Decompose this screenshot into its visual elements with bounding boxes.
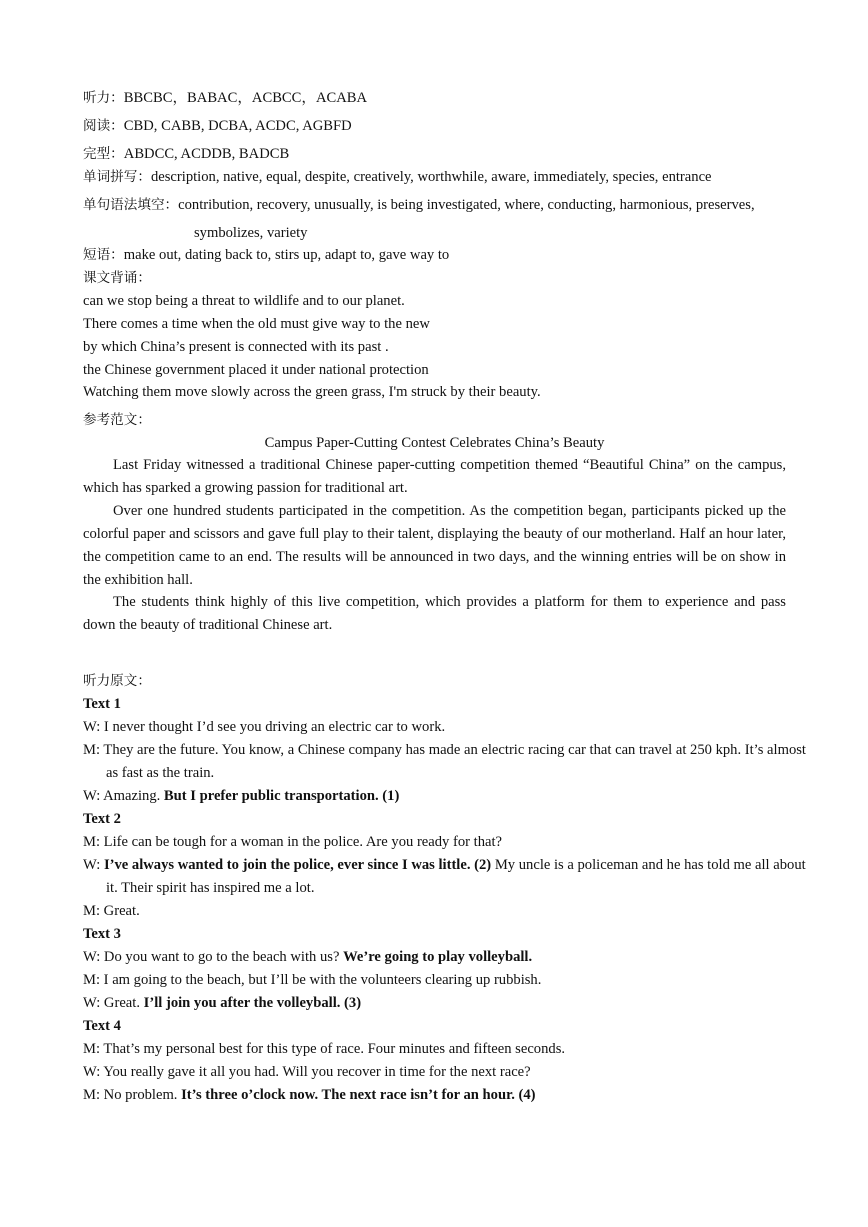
reading-answers <box>83 116 352 136</box>
grammar-label: 单句语法填空： <box>83 197 179 213</box>
dialogue-line: W: Do you want to go to the beach with us? We’re going to play volleyball. <box>83 949 533 965</box>
reading-label: 阅读： <box>83 118 124 134</box>
transcript-label: 听力原文： <box>83 673 151 689</box>
cloze-label: 完型： <box>83 146 124 162</box>
dialogue-line: W: I never thought I’d see you driving an electric car to work. <box>83 719 446 735</box>
recitation-line: by which China’s present is connected with its past . <box>83 339 389 355</box>
cloze-value: ABDCC, ACDDB, BADCB <box>123 146 290 162</box>
dialogue-line: M: That’s my personal best for this type of race. Four minutes and fifteen seconds. <box>83 1041 566 1057</box>
essay-paragraph: Last Friday witnessed a traditional Chinese paper-cutting competition themed “Beautiful China” on the campus, which has sparked a growing passion for traditional art. <box>83 457 786 496</box>
dialogue-line: W: I’ve always wanted to join the police, ever since I was little. (2) My uncle is a policeman and he has told me all about it. Their spirit has inspired me a lot. <box>83 857 806 896</box>
spelling-label: 单词拼写： <box>83 169 151 185</box>
text-heading: Text 3 <box>83 926 121 942</box>
spelling-value: description, native, equal, despite, creatively, worthwhile, aware, immediately, species, entrance <box>150 169 712 185</box>
essay-paragraph: Over one hundred students participated in the competition. As the competition began, participants picked up the colorful paper and scissors and gave full play to their talent, displaying the beauty of our motherland. Half an hour later, the competition came to an end. The results will be announced in two days, and the winning entries will be on show in the exhibition hall. <box>83 503 786 588</box>
text-heading: Text 4 <box>83 1018 121 1034</box>
listening-label: 听力： <box>83 90 124 106</box>
recitation-line: Watching them move slowly across the green grass, I'm struck by their beauty. <box>83 384 541 400</box>
dialogue-line: M: No problem. It’s three o’clock now. The next race isn’t for an hour. (4) <box>83 1087 536 1103</box>
dialogue-line: M: I am going to the beach, but I’ll be with the volunteers clearing up rubbish. <box>83 972 542 988</box>
text-heading: Text 2 <box>83 811 121 827</box>
dialogue-line: W: Amazing. But I prefer public transportation. (1) <box>83 788 400 804</box>
phrases-label: 短语： <box>83 247 124 263</box>
recitation-line: the Chinese government placed it under national protection <box>83 362 429 378</box>
phrase-answers <box>83 245 449 265</box>
essay-title: Campus Paper-Cutting Contest Celebrates China’s Beauty <box>264 435 605 451</box>
spelling-answers <box>83 167 712 187</box>
dialogue-line: W: Great. I’ll join you after the volleyball. (3) <box>83 995 362 1011</box>
cloze-answers <box>83 144 289 164</box>
essay-label: 参考范文： <box>83 412 151 428</box>
listening-value: BBCBC，BABAC，ACBCC，ACABA <box>123 90 368 106</box>
dialogue-line: M: Life can be tough for a woman in the police. Are you ready for that? <box>83 834 503 850</box>
grammar-value-line1: contribution, recovery, unusually, is being investigated, where, conducting, harmonious, preserves, <box>178 197 755 213</box>
dialogue-line: M: They are the future. You know, a Chinese company has made an electric racing car that can travel at 250 kph. It’s almost as fast as the train. <box>83 742 806 781</box>
reading-value: CBD, CABB, DCBA, ACDC, AGBFD <box>123 118 352 134</box>
phrases-value: make out, dating back to, stirs up, adapt to, gave way to <box>123 247 450 263</box>
dialogue-line: M: Great. <box>83 903 140 919</box>
essay-paragraph: The students think highly of this live competition, which provides a platform for them to experience and pass down the beauty of traditional Chinese art. <box>83 594 786 633</box>
grammar-value-line2: symbolizes, variety <box>194 225 308 241</box>
listening-answers <box>83 88 367 108</box>
text-heading: Text 1 <box>83 696 121 712</box>
grammar-answers <box>83 195 755 215</box>
dialogue-line: W: You really gave it all you had. Will you recover in time for the next race? <box>83 1064 531 1080</box>
recitation-line: can we stop being a threat to wildlife and to our planet. <box>83 293 405 309</box>
recitation-line: There comes a time when the old must give way to the new <box>83 316 430 332</box>
recitation-label: 课文背诵： <box>83 270 151 286</box>
